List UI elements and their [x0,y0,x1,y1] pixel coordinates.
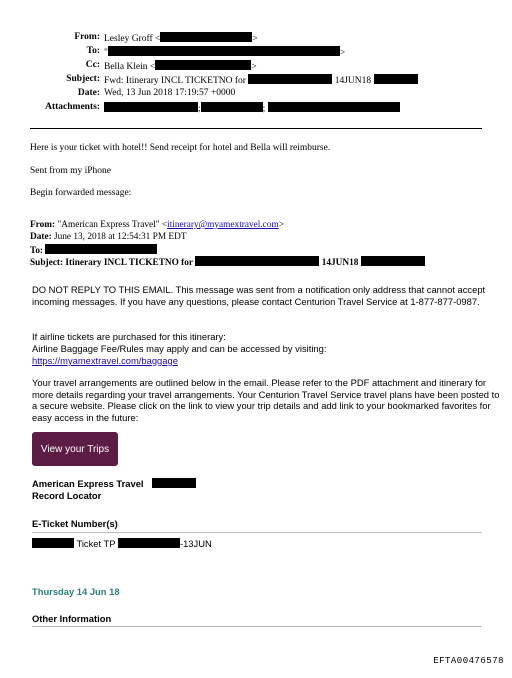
fwd-to-row [30,244,157,256]
attachment-redaction[interactable] [104,102,198,112]
fwd-subject-row [30,256,425,268]
redaction [248,74,332,84]
message-line-3: Begin forwarded message: [30,188,132,198]
fwd-from-label: From: [30,220,56,230]
record-locator-label: Record Locator [32,490,102,501]
from-value: Lesley Groff < [104,34,161,44]
redaction [195,256,319,266]
attachment-redaction[interactable] [201,102,263,112]
day-heading: Thursday 14 Jun 18 [32,586,120,597]
other-information-heading: Other Information [32,613,112,624]
fwd-to-label: To: [30,246,44,256]
baggage-line-1: If airline tickets are purchased for this itinerary: [32,331,226,342]
message-line-1: Here is your ticket with hotel!! Send receipt for hotel and Bella will reimburse. [30,143,331,153]
from-label: From: [74,32,100,42]
date-label: Date: [77,88,100,98]
fwd-from-email-link[interactable]: itinerary@myamextravel.com [167,220,279,230]
redaction [152,478,196,488]
message-line-2: Sent from my iPhone [30,166,112,176]
subject-date: 14JUN18 [334,76,372,86]
redaction [118,538,180,548]
fwd-date-value: June 13, 2018 at 12:54:31 PM EDT [54,232,187,242]
section-divider [32,626,482,627]
subject-value: Fwd: Itinerary INCL TICKETNO for [104,76,246,86]
view-trips-button[interactable]: View your Trips [32,432,118,466]
section-divider [32,532,482,533]
ticket-suffix: -13JUN [179,538,212,549]
fwd-from-name: "American Express Travel" < [57,220,168,230]
redaction [108,46,340,56]
redaction [45,244,157,254]
eticket-heading: E-Ticket Number(s) [32,518,118,529]
to-value: " [104,48,108,58]
attachment-redaction[interactable] [268,102,400,112]
redaction [32,538,74,548]
redaction [374,74,418,84]
redaction [155,60,251,70]
cc-label: Cc: [85,60,100,70]
ticket-row [32,538,502,550]
no-reply-notice: DO NOT REPLY TO THIS EMAIL. This message was sent from a notification only address that cannot accept incoming messages. If you have any questions, please contact Centurion Travel Service at 1-877-877-0987. [32,284,486,307]
date-value: Wed, 13 Jun 2018 17:19:57 +0000 [104,88,236,98]
header-divider [30,128,482,129]
fwd-date-label: Date: [30,232,52,242]
redaction [160,32,252,42]
record-line-1: American Express Travel [32,478,502,490]
baggage-line-2: Airline Baggage Fee/Rules may apply and can be accessed by visiting: [32,343,327,354]
fwd-subject-date: 14JUN18 [321,258,359,268]
document-id: EFTA00476578 [433,656,504,666]
redaction [361,256,425,266]
ticket-prefix: Ticket TP [76,538,116,549]
fwd-from-row: From: "American Express Travel" <itinerary@myamextravel.com> [30,220,284,230]
fwd-date-row [30,232,187,242]
attachments-label: Attachments: [45,102,100,112]
arrangements-text: Your travel arrangements are outlined below in the email. Please refer to the PDF attachment and itinerary for more details regarding your travel arrangements. Your Centurion Travel Service travel plans have been posted to a secure website. Please click on the link to view your trip details and add link to your bookmarked favorites for easy access in the future: [32,377,500,423]
to-label: To: [86,46,100,56]
subject-label: Subject: [66,74,100,84]
cc-value: Bella Klein < [104,62,156,72]
baggage-link[interactable]: https://myamextravel.com/baggage [32,355,178,366]
fwd-subject-value: Itinerary INCL TICKETNO for [65,258,194,268]
fwd-subject-label: Subject: [30,258,64,268]
